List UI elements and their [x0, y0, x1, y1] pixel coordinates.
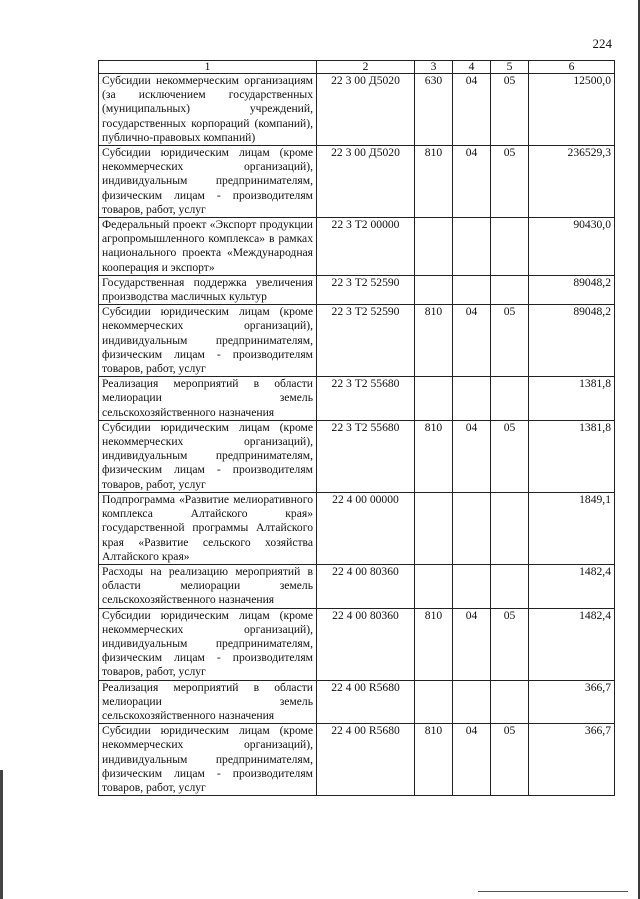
section [453, 218, 491, 276]
subsection [491, 218, 529, 276]
subsection: 05 [491, 724, 529, 796]
section [453, 564, 491, 608]
amount: 12500,0 [529, 74, 615, 146]
column-header: 5 [491, 61, 529, 74]
column-header: 6 [529, 61, 615, 74]
table-row [99, 275, 615, 304]
table-row [99, 608, 615, 680]
budget-code: 22 3 Т2 52590 [317, 305, 415, 377]
expense-name: Субсидии юридическим лицам (кроме некоммерческих организаций), индивидуальным предпринимателям, физическим лицам - производителям товаров, работ, услуг [99, 305, 317, 377]
subsection: 05 [491, 420, 529, 492]
table-row [99, 377, 615, 421]
amount: 1482,4 [529, 564, 615, 608]
budget-code: 22 3 Т2 55680 [317, 377, 415, 421]
expense-type [415, 218, 453, 276]
section: 04 [453, 420, 491, 492]
subsection [491, 680, 529, 724]
expense-name: Реализация мероприятий в области мелиорации земель сельскохозяйственного назначения [99, 680, 317, 724]
subsection: 05 [491, 305, 529, 377]
table-row [99, 218, 615, 276]
expense-type [415, 492, 453, 564]
section [453, 275, 491, 304]
budget-code: 22 3 00 Д5020 [317, 146, 415, 218]
section [453, 492, 491, 564]
expense-name: Субсидии некоммерческим организациям (за исключением государственных (муниципальных) учреждений, государственных корпораций (компаний), публично-правовых компаний) [99, 74, 317, 146]
budget-table [98, 60, 615, 796]
expense-type: 810 [415, 305, 453, 377]
page-number: 224 [592, 36, 612, 51]
amount: 366,7 [529, 724, 615, 796]
subsection [491, 377, 529, 421]
table-row [99, 146, 615, 218]
expense-name: Подпрограмма «Развитие мелиоративного комплекса Алтайского края» государственной программы Алтайского края «Развитие сельского хозяйства Алтайского края» [99, 492, 317, 564]
expense-type: 630 [415, 74, 453, 146]
column-header: 3 [415, 61, 453, 74]
section: 04 [453, 146, 491, 218]
table-row [99, 305, 615, 377]
budget-code: 22 3 00 Д5020 [317, 74, 415, 146]
budget-code: 22 3 Т2 00000 [317, 218, 415, 276]
expense-name: Субсидии юридическим лицам (кроме некоммерческих организаций), индивидуальным предпринимателям, физическим лицам - производителям товаров, работ, услуг [99, 608, 317, 680]
subsection: 05 [491, 146, 529, 218]
expense-type [415, 564, 453, 608]
amount: 1482,4 [529, 608, 615, 680]
expense-name: Субсидии юридическим лицам (кроме некоммерческих организаций), индивидуальным предпринимателям, физическим лицам - производителям товаров, работ, услуг [99, 420, 317, 492]
header-row [99, 61, 615, 74]
section [453, 377, 491, 421]
subsection [491, 275, 529, 304]
expense-type [415, 680, 453, 724]
expense-name: Государственная поддержка увеличения производства масличных культур [99, 275, 317, 304]
expense-name: Субсидии юридическим лицам (кроме некоммерческих организаций), индивидуальным предпринимателям, физическим лицам - производителям товаров, работ, услуг [99, 146, 317, 218]
expense-type: 810 [415, 724, 453, 796]
subsection [491, 564, 529, 608]
expense-name: Субсидии юридическим лицам (кроме некоммерческих организаций), индивидуальным предпринимателям, физическим лицам - производителям товаров, работ, услуг [99, 724, 317, 796]
table-row [99, 420, 615, 492]
subsection: 05 [491, 74, 529, 146]
table-row [99, 492, 615, 564]
amount: 366,7 [529, 680, 615, 724]
section [453, 680, 491, 724]
expense-type [415, 377, 453, 421]
amount: 1381,8 [529, 420, 615, 492]
amount: 90430,0 [529, 218, 615, 276]
budget-code: 22 4 00 80360 [317, 608, 415, 680]
expense-name: Реализация мероприятий в области мелиорации земель сельскохозяйственного назначения [99, 377, 317, 421]
column-header: 2 [317, 61, 415, 74]
expense-type: 810 [415, 420, 453, 492]
amount: 236529,3 [529, 146, 615, 218]
table-row [99, 74, 615, 146]
table-row [99, 680, 615, 724]
expense-type: 810 [415, 608, 453, 680]
table-row [99, 724, 615, 796]
subsection [491, 492, 529, 564]
amount: 1381,8 [529, 377, 615, 421]
amount: 1849,1 [529, 492, 615, 564]
column-header: 1 [99, 61, 317, 74]
budget-code: 22 3 Т2 55680 [317, 420, 415, 492]
section: 04 [453, 608, 491, 680]
section: 04 [453, 305, 491, 377]
budget-code: 22 3 Т2 52590 [317, 275, 415, 304]
scan-edge-bottom [478, 891, 628, 892]
section: 04 [453, 74, 491, 146]
expense-type [415, 275, 453, 304]
amount: 89048,2 [529, 305, 615, 377]
column-header: 4 [453, 61, 491, 74]
amount: 89048,2 [529, 275, 615, 304]
budget-code: 22 4 00 R5680 [317, 680, 415, 724]
scan-edge-left [0, 770, 3, 899]
expense-name: Расходы на реализацию мероприятий в области мелиорации земель сельскохозяйственного назначения [99, 564, 317, 608]
expense-type: 810 [415, 146, 453, 218]
subsection: 05 [491, 608, 529, 680]
section: 04 [453, 724, 491, 796]
budget-code: 22 4 00 80360 [317, 564, 415, 608]
budget-code: 22 4 00 R5680 [317, 724, 415, 796]
table-row [99, 564, 615, 608]
expense-name: Федеральный проект «Экспорт продукции агропромышленного комплекса» в рамках национального проекта «Международная кооперация и экспорт» [99, 218, 317, 276]
budget-code: 22 4 00 00000 [317, 492, 415, 564]
